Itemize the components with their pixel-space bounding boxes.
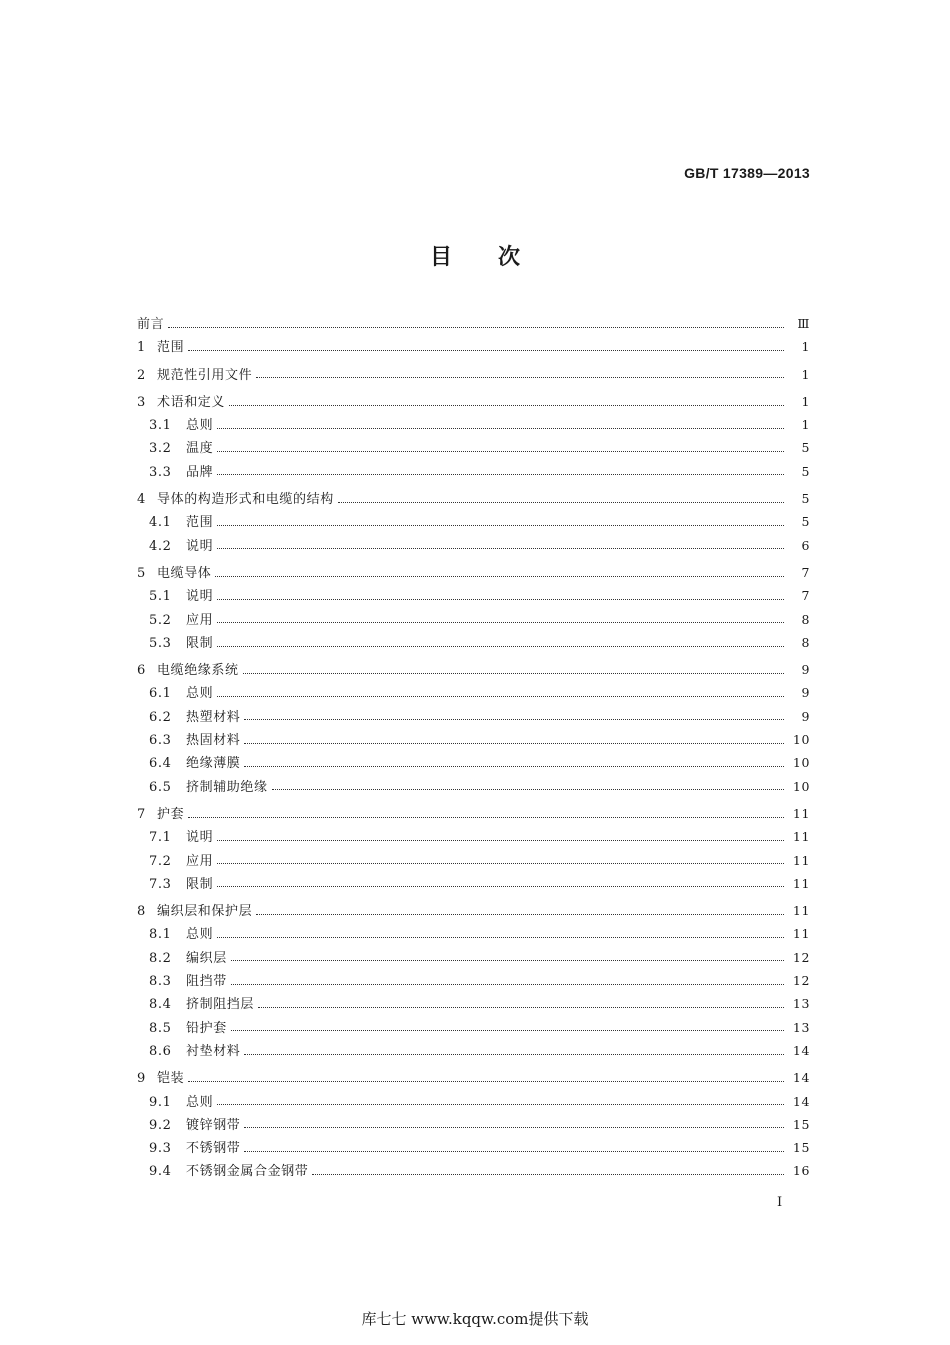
toc-entry[interactable] — [137, 752, 810, 775]
toc-dot-leader — [217, 839, 784, 841]
toc-entry[interactable] — [137, 970, 810, 993]
toc-entry-number: 8.2 — [149, 950, 172, 966]
toc-entry[interactable] — [137, 729, 810, 752]
toc-entry-page: 5 — [801, 463, 810, 479]
toc-entry-number: 1 — [137, 340, 146, 356]
toc-entry[interactable] — [137, 682, 810, 705]
toc-dot-leader — [215, 575, 784, 577]
toc-entry-label: 护套 — [157, 806, 185, 822]
toc-entry-label: 编织层和保护层 — [157, 904, 253, 920]
toc-entry-label: 铠装 — [157, 1071, 185, 1087]
toc-dot-leader — [231, 959, 784, 961]
toc-dot-leader — [217, 450, 784, 452]
toc-entry[interactable] — [137, 488, 810, 511]
toc-entry-number: 3.3 — [149, 464, 172, 480]
toc-entry[interactable] — [137, 511, 810, 534]
toc-entry-label: 范围 — [186, 515, 214, 531]
toc-entry-label: 范围 — [157, 340, 185, 356]
toc-entry-number: 5.3 — [149, 635, 172, 651]
toc-dot-leader — [217, 524, 784, 526]
toc-entry-number: 6.5 — [149, 779, 172, 795]
toc-dot-leader — [256, 376, 784, 378]
toc-entry-number: 8 — [137, 904, 146, 920]
toc-entry-number: 8.4 — [149, 997, 172, 1013]
toc-dot-leader — [217, 427, 784, 429]
toc-entry-page: 11 — [792, 805, 810, 821]
toc-entry-label: 总则 — [186, 1094, 214, 1110]
toc-entry-label: 规范性引用文件 — [157, 367, 253, 383]
toc-dot-leader — [217, 695, 784, 697]
toc-entry[interactable] — [137, 947, 810, 970]
toc-dot-leader — [229, 404, 784, 406]
toc-entry-page: 14 — [792, 1070, 810, 1086]
toc-entry-number: 4.2 — [149, 538, 172, 554]
toc-entry-page: 8 — [801, 634, 810, 650]
toc-entry[interactable] — [137, 632, 810, 655]
toc-dot-leader — [217, 598, 784, 600]
toc-dot-leader — [231, 983, 784, 985]
toc-entry-number: 8.6 — [149, 1043, 172, 1059]
toc-entry-number: 5.1 — [149, 589, 172, 605]
toc-dot-leader — [217, 547, 784, 549]
toc-entry-page: 14 — [792, 1042, 810, 1058]
toc-dot-leader — [244, 1126, 784, 1128]
toc-dot-leader — [256, 913, 784, 915]
toc-entry-page: 11 — [792, 829, 810, 845]
toc-entry-page: 1 — [801, 393, 810, 409]
toc-entry-number: 9.4 — [149, 1164, 172, 1180]
toc-entry[interactable] — [137, 609, 810, 632]
toc-entry-label: 挤制阻挡层 — [186, 997, 255, 1013]
title-char-2: 次 — [498, 244, 521, 270]
toc-entry-page: 11 — [792, 926, 810, 942]
toc-entry-label: 总则 — [186, 686, 214, 702]
toc-entry[interactable] — [137, 923, 810, 946]
toc-entry[interactable] — [137, 1091, 810, 1114]
toc-entry[interactable] — [137, 1017, 810, 1040]
toc-entry-page: 16 — [792, 1163, 810, 1179]
toc-entry-page: 13 — [792, 996, 810, 1012]
toc-dot-leader — [272, 788, 784, 790]
toc-entry-page: Ⅲ — [797, 316, 810, 331]
toc-entry-label: 不锈钢金属合金钢带 — [186, 1164, 309, 1180]
toc-dot-leader — [338, 501, 784, 503]
standard-number: GB/T 17389—2013 — [684, 165, 810, 181]
toc-entry-page: 5 — [801, 491, 810, 507]
toc-dot-leader — [244, 718, 784, 720]
toc-dot-leader — [217, 885, 784, 887]
page-title — [0, 240, 950, 271]
toc-entry-label: 电缆绝缘系统 — [157, 663, 239, 679]
toc-entry-label: 电缆导体 — [157, 565, 212, 581]
toc-entry[interactable] — [137, 414, 810, 437]
toc-entry[interactable] — [137, 659, 810, 682]
toc-entry-number: 9.1 — [149, 1094, 172, 1110]
title-char-1: 目 — [429, 244, 452, 270]
toc-entry-number: 6.4 — [149, 756, 172, 772]
toc-entry-number: 8.3 — [149, 974, 172, 990]
toc-dot-leader — [188, 1080, 784, 1082]
toc-entry-label: 不锈钢带 — [186, 1141, 241, 1157]
toc-entry-label: 术语和定义 — [157, 394, 226, 410]
toc-entry-number: 3.2 — [149, 441, 172, 457]
toc-entry-number: 7.2 — [149, 853, 172, 869]
toc-entry-label: 应用 — [186, 853, 214, 869]
toc-entry-label: 绝缘薄膜 — [186, 756, 241, 772]
toc-entry-page: 7 — [801, 564, 810, 580]
toc-dot-leader — [244, 765, 784, 767]
toc-entry[interactable] — [137, 873, 810, 896]
toc-entry-label: 温度 — [186, 441, 214, 457]
toc-entry-label: 热固材料 — [186, 733, 241, 749]
toc-dot-leader — [217, 862, 784, 864]
toc-entry-page: 9 — [801, 662, 810, 678]
toc-entry-number: 7.3 — [149, 876, 172, 892]
toc-entry-number: 8.5 — [149, 1020, 172, 1036]
toc-entry-number: 3 — [137, 394, 146, 410]
toc-entry[interactable] — [137, 850, 810, 873]
toc-entry-label: 总则 — [186, 418, 214, 434]
toc-entry-number: 7 — [137, 806, 146, 822]
toc-entry-label: 说明 — [186, 589, 214, 605]
toc-entry-label: 品牌 — [186, 464, 214, 480]
toc-entry-number: 6.2 — [149, 709, 172, 725]
toc-entry-page: 9 — [801, 685, 810, 701]
toc-entry[interactable] — [137, 706, 810, 729]
toc-entry-number: 7.1 — [149, 830, 172, 846]
toc-entry-label: 说明 — [186, 830, 214, 846]
toc-entry-page: 8 — [801, 611, 810, 627]
toc-entry-label: 铅护套 — [186, 1020, 227, 1036]
toc-dot-leader — [168, 326, 784, 328]
toc-entry-page: 10 — [792, 778, 810, 794]
toc-entry-label: 前言 — [137, 317, 165, 332]
toc-entry-label: 衬垫材料 — [186, 1043, 241, 1059]
toc-entry-page: 1 — [801, 339, 810, 355]
toc-entry[interactable] — [137, 1137, 810, 1160]
toc-dot-leader — [217, 1103, 784, 1105]
toc-entry[interactable] — [137, 585, 810, 608]
toc-entry-page: 1 — [801, 417, 810, 433]
toc-entry[interactable] — [137, 391, 810, 414]
toc-entry-page: 13 — [792, 1019, 810, 1035]
toc-entry[interactable] — [137, 562, 810, 585]
toc-entry-page: 11 — [792, 852, 810, 868]
page-number: I — [777, 1195, 783, 1210]
toc-entry-number: 8.1 — [149, 927, 172, 943]
toc-entry[interactable] — [137, 1114, 810, 1137]
toc-entry-page: 1 — [801, 366, 810, 382]
toc-dot-leader — [244, 1053, 784, 1055]
toc-entry[interactable] — [137, 364, 810, 387]
toc-entry-page: 11 — [792, 903, 810, 919]
toc-entry[interactable] — [137, 803, 810, 826]
toc-entry-number: 5 — [137, 565, 146, 581]
toc-entry-label: 导体的构造形式和电缆的结构 — [157, 492, 334, 508]
toc-entry-number: 9.2 — [149, 1117, 172, 1133]
toc-dot-leader — [243, 672, 784, 674]
toc-entry-label: 镀锌钢带 — [186, 1117, 241, 1133]
toc-entry[interactable] — [137, 993, 810, 1016]
toc-entry-page: 12 — [792, 949, 810, 965]
toc-entry-number: 5.2 — [149, 612, 172, 628]
toc-entry-page: 15 — [792, 1140, 810, 1156]
toc-entry-page: 14 — [792, 1093, 810, 1109]
toc-entry-label: 限制 — [186, 635, 214, 651]
toc-entry-page: 12 — [792, 973, 810, 989]
toc-entry-number: 6 — [137, 663, 146, 679]
toc-entry-page: 5 — [801, 440, 810, 456]
toc-entry-page: 7 — [801, 588, 810, 604]
toc-entry[interactable] — [137, 313, 810, 336]
toc-entry-number: 9.3 — [149, 1141, 172, 1157]
toc-entry-label: 编织层 — [186, 950, 227, 966]
toc-entry[interactable] — [137, 900, 810, 923]
toc-dot-leader — [231, 1029, 784, 1031]
toc-dot-leader — [217, 645, 784, 647]
toc-entry-label: 热塑材料 — [186, 709, 241, 725]
toc-entry[interactable] — [137, 461, 810, 484]
toc-entry-number: 6.1 — [149, 686, 172, 702]
toc-entry-label: 阻挡带 — [186, 974, 227, 990]
toc-dot-leader — [188, 816, 784, 818]
toc-entry[interactable] — [137, 776, 810, 799]
toc-dot-leader — [258, 1006, 784, 1008]
toc-entry-number: 2 — [137, 367, 146, 383]
toc-dot-leader — [244, 742, 784, 744]
toc-entry-number: 4 — [137, 492, 146, 508]
toc-dot-leader — [217, 621, 784, 623]
toc-entry-number: 4.1 — [149, 515, 172, 531]
toc-entry-page: 6 — [801, 537, 810, 553]
toc-entry[interactable] — [137, 826, 810, 849]
toc-entry-page: 5 — [801, 514, 810, 530]
toc-entry-label: 总则 — [186, 927, 214, 943]
toc-entry-page: 15 — [792, 1116, 810, 1132]
toc-entry[interactable] — [137, 437, 810, 460]
toc-entry[interactable] — [137, 535, 810, 558]
toc-entry-label: 说明 — [186, 538, 214, 554]
toc-entry-label: 挤制辅助绝缘 — [186, 779, 268, 795]
toc-entry-page: 10 — [792, 755, 810, 771]
toc-entry-page: 10 — [792, 732, 810, 748]
toc-dot-leader — [244, 1150, 784, 1152]
toc-entry-label: 应用 — [186, 612, 214, 628]
table-of-contents — [137, 313, 810, 1184]
toc-entry-number: 6.3 — [149, 733, 172, 749]
toc-entry-page: 11 — [792, 875, 810, 891]
toc-entry-number: 9 — [137, 1071, 146, 1087]
toc-entry[interactable] — [137, 336, 810, 359]
toc-entry-page: 9 — [801, 708, 810, 724]
toc-entry[interactable] — [137, 1040, 810, 1063]
toc-dot-leader — [188, 349, 784, 351]
download-watermark: 库七七 www.kqqw.com提供下载 — [361, 1310, 589, 1328]
toc-dot-leader — [217, 936, 784, 938]
toc-entry[interactable] — [137, 1067, 810, 1090]
toc-entry-number: 3.1 — [149, 418, 172, 434]
toc-dot-leader — [217, 473, 784, 475]
toc-dot-leader — [312, 1173, 784, 1175]
toc-entry-label: 限制 — [186, 876, 214, 892]
toc-entry[interactable] — [137, 1160, 810, 1183]
